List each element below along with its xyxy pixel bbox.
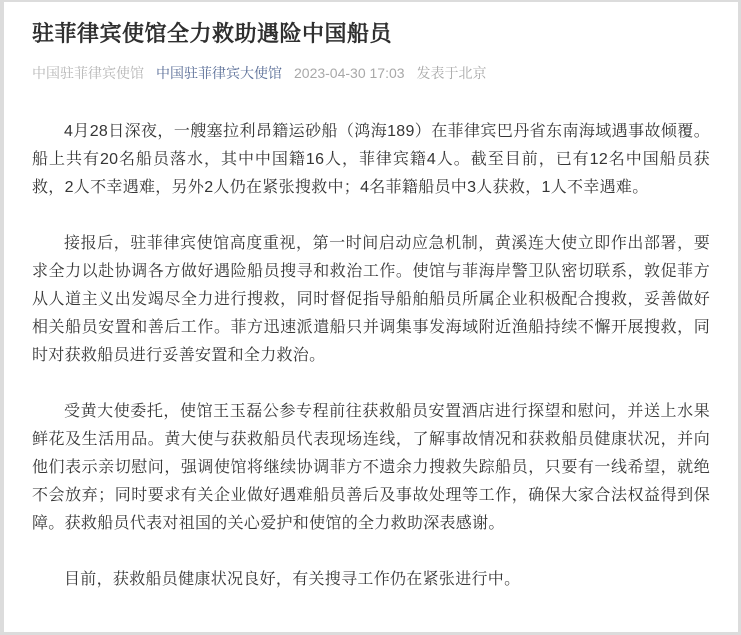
publish-location: 发表于北京 (416, 65, 487, 81)
official-account-link[interactable]: 中国驻菲律宾大使馆 (156, 65, 282, 81)
publish-timestamp: 2023-04-30 17:03 (294, 65, 405, 81)
article-meta (32, 63, 710, 83)
paragraph-status-update: 目前，获救船员健康状况良好，有关搜寻工作仍在紧张进行中。 (64, 571, 521, 588)
paragraph-embassy-response: 接报后，驻菲律宾使馆高度重视，第一时间启动应急机制，黄溪连大使立即作出部署，要求全力以赴协调各方做好遇险船员搜寻和救治工作。使馆与菲海岸警卫队密切联系，敦促菲方从人道主义出发竭尽全力进行搜救，同时督促指导船舶船员所属企业积极配合搜救，妥善做好相关船员安置和善后工作。菲方迅速派遣船只并调集事发海域附近渔船持续不懈开展搜救，同时对获救船员进行妥善安置和全力救治。 (32, 235, 710, 364)
copyright-account-name: 中国驻菲律宾使馆 (32, 65, 144, 81)
article-title: 驻菲律宾使馆全力救助遇险中国船员 (32, 21, 393, 46)
paragraph-visit-condolence: 受黄大使委托，使馆王玉磊公参专程前往获救船员安置酒店进行探望和慰问，并送上水果鲜花及生活用品。黄大使与获救船员代表现场连线，了解事故情况和获救船员健康状况，并向他们表示亲切慰问，强调使馆将继续协调菲方不遗余力搜救失踪船员，只要有一线希望，就绝不会放弃；同时要求有关企业做好遇难船员善后及事故处理等工作，确保大家合法权益得到保障。获救船员代表对祖国的关心爱护和使馆的全力救助深表感谢。 (32, 403, 710, 532)
article-body (32, 118, 710, 594)
article-card (4, 2, 738, 632)
paragraph-incident: 4月28日深夜，一艘塞拉利昂籍运砂船（鸿海189）在菲律宾巴丹省东南海域遇事故倾覆。船上共有20名船员落水，其中中国籍16人，菲律宾籍4人。截至目前，已有12名中国船员获救，2人不幸遇难，另外2人仍在紧张搜救中；4名菲籍船员中3人获救，1人不幸遇难。 (32, 123, 710, 196)
